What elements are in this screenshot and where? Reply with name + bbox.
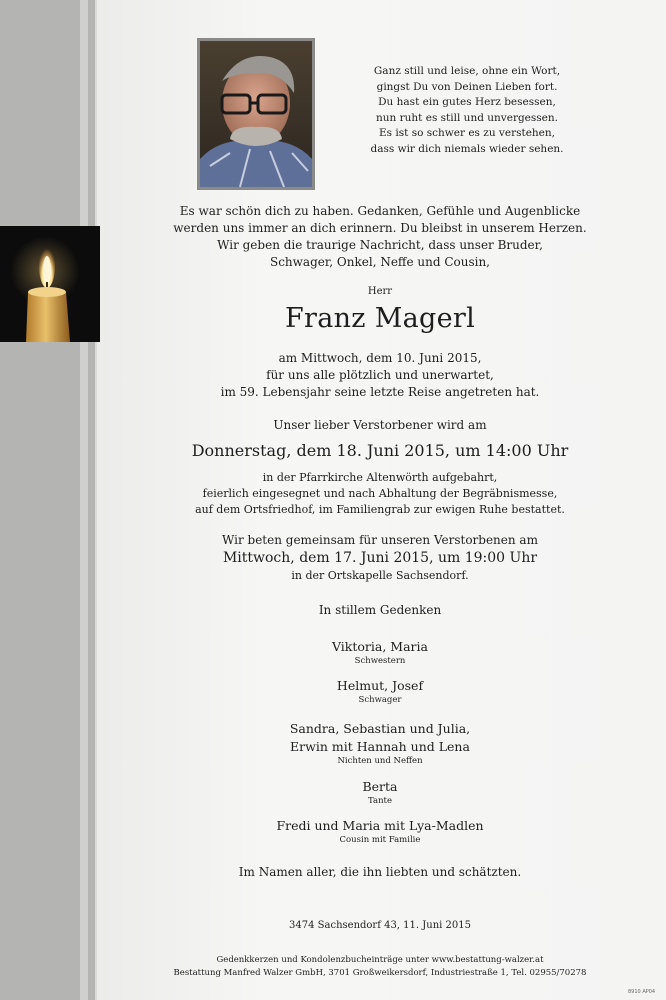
intro-line: werden uns immer an dich erinnern. Du bleibst in unserem Herzen.: [173, 221, 587, 235]
candle-image: [0, 226, 100, 342]
mourner-role: Schwager: [358, 695, 402, 705]
poem-line: Du hast ein gutes Herz besessen,: [378, 96, 556, 108]
intro-text: [130, 203, 630, 271]
funeral-intro: Unser lieber Verstorbener wird am: [273, 418, 487, 432]
funeral-details: [130, 470, 630, 518]
mourner-role: Schwestern: [354, 656, 406, 666]
funeral-line: auf dem Ortsfriedhof, im Familiengrab zur ewigen Ruhe bestattet.: [195, 503, 565, 516]
salutation: Herr: [367, 286, 393, 297]
footer-condolence: Gedenkkerzen und Kondolenzbucheinträge unter www.bestattung-walzer.at: [216, 955, 544, 965]
death-line: für uns alle plötzlich und unerwartet,: [266, 368, 494, 382]
funeral-line: feierlich eingesegnet und nach Abhaltung der Begräbnismesse,: [202, 487, 558, 500]
mourner-names: Fredi und Maria mit Lya-Madlen: [276, 818, 484, 833]
death-line: am Mittwoch, dem 10. Juni 2015,: [278, 351, 482, 365]
place-date: 3474 Sachsendorf 43, 11. Juni 2015: [289, 920, 471, 931]
poem-line: Es ist so schwer es zu verstehen,: [379, 127, 555, 139]
mourners-heading: In stillem Gedenken: [318, 603, 442, 617]
funeral-date: Donnerstag, dem 18. Juni 2015, um 14:00 Uhr: [191, 441, 569, 460]
candle-icon: [0, 226, 100, 342]
death-line: im 59. Lebensjahr seine letzte Reise angetreten hat.: [220, 385, 540, 399]
prayer-place: in der Ortskapelle Sachsendorf.: [291, 569, 469, 582]
poem-line: dass wir dich niemals wieder sehen.: [370, 142, 564, 155]
prayer-intro: Wir beten gemeinsam für unseren Verstorbenen am: [222, 533, 538, 547]
poem-line: nun ruht es still und unvergessen.: [376, 111, 558, 124]
prayer-date: Mittwoch, dem 17. Juni 2015, um 19:00 Uhr: [222, 550, 538, 566]
poem-line: Ganz still und leise, ohne ein Wort,: [373, 65, 561, 77]
mourner-role: Cousin mit Familie: [339, 835, 421, 845]
mourner-names: Helmut, Josef: [336, 678, 424, 693]
poem-line: gingst Du von Deinen Lieben fort.: [376, 80, 558, 93]
side-band-stripe: [80, 0, 88, 1000]
portrait-image: [200, 41, 312, 187]
poem: [342, 64, 592, 157]
mourner-names: Sandra, Sebastian und Julia,: [289, 721, 471, 736]
mourner-names: Viktoria, Maria: [332, 639, 428, 654]
print-code: 8910 AP04: [628, 989, 656, 995]
intro-line: Wir geben die traurige Nachricht, dass unser Bruder,: [217, 238, 543, 252]
intro-line: Schwager, Onkel, Neffe und Cousin,: [269, 255, 490, 269]
mourner-names: Berta: [362, 779, 398, 794]
intro-line: Es war schön dich zu haben. Gedanken, Gefühle und Augenblicke: [179, 204, 581, 218]
mourner-role: Tante: [368, 796, 392, 806]
deceased-portrait-photo: [197, 38, 315, 190]
closing-line: Im Namen aller, die ihn liebten und schätzten.: [238, 865, 522, 879]
side-band-edge: [95, 0, 97, 1000]
mourner-role: Nichten und Neffen: [337, 756, 423, 766]
footer-company: Bestattung Manfred Walzer GmbH, 3701 Großweikersdorf, Industriestraße 1, Tel. 02955/70278: [173, 968, 587, 978]
death-notice: [130, 350, 630, 401]
funeral-line: in der Pfarrkirche Altenwörth aufgebahrt,: [262, 471, 498, 484]
mourner-names: Erwin mit Hannah und Lena: [290, 739, 470, 754]
deceased-name: Franz Magerl: [284, 303, 476, 334]
